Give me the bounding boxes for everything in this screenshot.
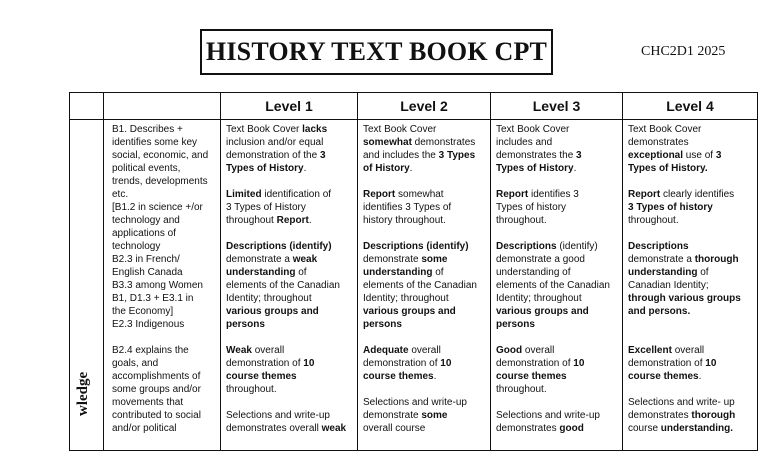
line-gap [496,331,619,344]
emphasis-text: Report [628,189,661,200]
descriptor-line: demonstration of the 3 [226,150,326,161]
descriptor-line: Descriptions (identify) [496,241,598,252]
emphasis-text: persons [226,319,265,330]
level-3-cell [491,120,623,451]
descriptor-line: of History. [363,163,413,174]
descriptor-line: elements of the Canadian [226,280,340,291]
descriptor-line [496,318,619,331]
emphasis-text: understanding [226,267,296,278]
line-gap [363,383,487,396]
descriptor-line: demonstrates overall weak [226,423,347,434]
rubric-table [69,92,758,451]
descriptor-line: demonstrate a weak [226,254,318,265]
course-code: CHC2D1 2025 [641,44,726,59]
descriptor-line: demonstration of 10 [628,358,717,369]
descriptor-line: Report clearly identifies [628,189,735,200]
criteria-line: applications of [112,228,176,239]
line-gap [496,227,619,240]
descriptor-line [363,318,487,331]
criteria-line: accomplishments of [112,371,201,382]
criteria-line: etc. [112,189,129,200]
emphasis-text: weak [292,254,318,265]
descriptor-line [496,370,619,383]
emphasis-text: Report [276,215,309,226]
level-1-cell [221,120,358,451]
emphasis-text: Good [496,345,523,356]
descriptor-line: course themes. [628,371,702,382]
criteria-line: goals, and [112,358,159,369]
document-title: HISTORY TEXT BOOK CPT [200,29,553,75]
emphasis-text: Adequate [363,345,409,356]
category-label: wledge [75,371,91,416]
descriptor-line: demonstrate a good [496,254,585,265]
emphasis-text: 3 [576,150,582,161]
descriptor-line [363,305,487,318]
emphasis-text: some [421,254,448,265]
emphasis-text: weak [321,423,347,434]
line-gap [112,331,217,344]
header-row [70,93,758,120]
descriptor-line: inclusion and/or equal [226,137,324,148]
emphasis-text: understanding [628,267,698,278]
emphasis-text: somewhat [363,137,412,148]
header-criteria-cell [104,93,221,120]
descriptor-line: Types of history [496,202,567,213]
criteria-line: the Economy] [112,306,174,317]
descriptor-line: demonstrate a thorough [628,254,739,265]
descriptor-line: demonstrates [628,137,689,148]
descriptor-line [226,318,354,331]
line-gap [628,227,754,240]
descriptor-line: Selections and write-up [496,410,600,421]
descriptor-line [496,305,619,318]
level-2-header: Level 2 [358,93,491,120]
line-gap [226,175,354,188]
descriptor-line: course themes. [363,371,437,382]
descriptor-line [628,162,754,175]
descriptor-line: throughout Report. [226,215,312,226]
descriptor-line: Limited identification of [226,189,332,200]
criteria-line: B2.4 explains the [112,345,189,356]
level-2-cell [358,120,491,451]
emphasis-text: Descriptions [628,241,689,252]
emphasis-text: and persons. [628,306,691,317]
descriptor-line: Weak overall [226,345,285,356]
descriptor-line: elements of the Canadian [363,280,477,291]
criteria-line: B3.3 among Women [112,280,203,291]
descriptor-line: Good overall [496,345,555,356]
emphasis-text: Descriptions (identify) [226,241,332,252]
descriptor-line: Text Book Cover [363,124,437,135]
descriptor-line: Report identifies 3 [496,189,579,200]
emphasis-text: Types of History [496,163,574,174]
criteria-line: some groups and/or [112,384,201,395]
criteria-line: E2.3 Indigenous [112,319,185,330]
descriptor-line [628,240,754,253]
emphasis-text: Report [363,189,396,200]
descriptor-line: demonstrates thorough [628,410,736,421]
emphasis-text: thorough [691,410,736,421]
criteria-line: [B1.2 in science +/or [112,202,203,213]
criteria-line: technology [112,241,161,252]
criteria-line: and/or political [112,423,177,434]
line-gap [226,331,354,344]
descriptor-line: overall course [363,423,426,434]
emphasis-text: persons [496,319,535,330]
descriptor-line: somewhat demonstrates [363,137,476,148]
descriptor-line: course understanding. [628,423,734,434]
emphasis-text: thorough [694,254,739,265]
descriptor-line: Excellent overall [628,345,705,356]
level-4-header: Level 4 [623,93,758,120]
descriptor-line: history throughout. [363,215,446,226]
descriptor-line: includes and [496,137,553,148]
line-gap [363,331,487,344]
emphasis-text: course themes [496,371,567,382]
level-1-header: Level 1 [221,93,358,120]
descriptor-line: demonstrates the 3 [496,150,582,161]
descriptor-line [226,240,354,253]
descriptor-line [226,370,354,383]
criteria-line: political events, [112,163,181,174]
emphasis-text: 10 [573,358,585,369]
emphasis-text: some [421,410,448,421]
descriptor-line: understanding of [226,267,307,278]
line-gap [226,227,354,240]
descriptor-line: Adequate overall [363,345,441,356]
knowledge-row [70,120,758,451]
line-gap [226,396,354,409]
descriptor-line: throughout. [226,384,277,395]
descriptor-line [628,292,754,305]
emphasis-text: Report [496,189,529,200]
emphasis-text: Descriptions [496,241,557,252]
emphasis-text: Limited [226,189,262,200]
header-blank-cell [70,93,104,120]
descriptor-line: Selections and write-up [363,397,467,408]
descriptor-line: 3 Types of History [226,202,306,213]
criteria-line: English Canada [112,267,183,278]
emphasis-text: through various groups [628,293,741,304]
descriptor-line: Selections and write- up [628,397,735,408]
emphasis-text: lacks [302,124,328,135]
criteria-line: movements that [112,397,184,408]
emphasis-text: Types of History [226,163,304,174]
emphasis-text: 3 Types [438,150,476,161]
criteria-line: contributed to social [112,410,201,421]
emphasis-text: course themes [363,371,434,382]
descriptor-line: understanding of [628,267,709,278]
emphasis-text: course themes [226,371,297,382]
emphasis-text: of History [363,163,410,174]
level-4-cell [623,120,758,451]
line-gap [496,175,619,188]
line-gap [628,318,754,331]
emphasis-text: persons [363,319,402,330]
criteria-line: B1, D1.3 + E3.1 in [112,293,194,304]
descriptor-line: identifies 3 Types of [363,202,452,213]
descriptor-line [226,305,354,318]
descriptor-line [628,305,754,318]
descriptor-line: demonstrates good [496,423,584,434]
emphasis-text: 10 [303,358,315,369]
criteria-line: social, economic, and [112,150,209,161]
line-gap [363,175,487,188]
descriptor-line: understanding of [363,267,444,278]
criteria-cell [104,120,221,451]
emphasis-text: various groups and [226,306,319,317]
criteria-line: identifies some key [112,137,198,148]
emphasis-text: 10 [705,358,717,369]
descriptor-line: demonstration of 10 [226,358,315,369]
criteria-line: B2.3 in French/ [112,254,180,265]
descriptor-line: Types of History. [496,163,577,174]
descriptor-line: Identity; throughout [226,293,312,304]
emphasis-text: exceptional [628,150,684,161]
descriptor-line: Types of History. [226,163,307,174]
descriptor-line: Report somewhat [363,189,444,200]
descriptor-line [363,240,487,253]
category-cell [70,120,104,451]
line-gap [496,396,619,409]
emphasis-text: various groups and [363,306,456,317]
emphasis-text: course themes [628,371,699,382]
descriptor-line: demonstrate some [363,410,448,421]
descriptor-line: throughout. [628,215,679,226]
criteria-line: trends, developments [112,176,208,187]
descriptor-line: throughout. [496,384,547,395]
emphasis-text: Excellent [628,345,672,356]
descriptor-line: demonstrate some [363,254,448,265]
criteria-line: technology and [112,215,180,226]
emphasis-text: understanding [363,267,433,278]
descriptor-line [628,201,754,214]
descriptor-line: Text Book Cover [628,124,702,135]
emphasis-text: understanding. [660,423,734,434]
descriptor-line: Text Book Cover [496,124,570,135]
emphasis-text: various groups and [496,306,589,317]
descriptor-line: Identity; throughout [496,293,582,304]
level-3-header: Level 3 [491,93,623,120]
descriptor-line: Identity; throughout [363,293,449,304]
descriptor-line: throughout. [496,215,547,226]
emphasis-text: Weak [226,345,252,356]
emphasis-text: Descriptions (identify) [363,241,469,252]
emphasis-text: Types of History. [628,163,708,174]
line-gap [628,175,754,188]
descriptor-line: demonstration of 10 [496,358,585,369]
descriptor-line: understanding of [496,267,571,278]
line-gap [363,227,487,240]
descriptor-line: elements of the Canadian [496,280,610,291]
emphasis-text: 10 [440,358,452,369]
descriptor-line: Canadian Identity; [628,280,709,291]
descriptor-line: exceptional use of 3 [628,150,722,161]
line-gap [628,383,754,396]
descriptor-line: and includes the 3 Types [363,150,476,161]
criteria-line: B1. Describes + [112,124,183,135]
emphasis-text: 3 [319,150,326,161]
descriptor-line: demonstration of 10 [363,358,452,369]
line-gap [628,331,754,344]
emphasis-text: good [559,423,584,434]
descriptor-line: Text Book Cover lacks [226,124,328,135]
emphasis-text: 3 [715,150,722,161]
descriptor-line: Selections and write-up [226,410,330,421]
emphasis-text: 3 Types of history [628,202,713,213]
